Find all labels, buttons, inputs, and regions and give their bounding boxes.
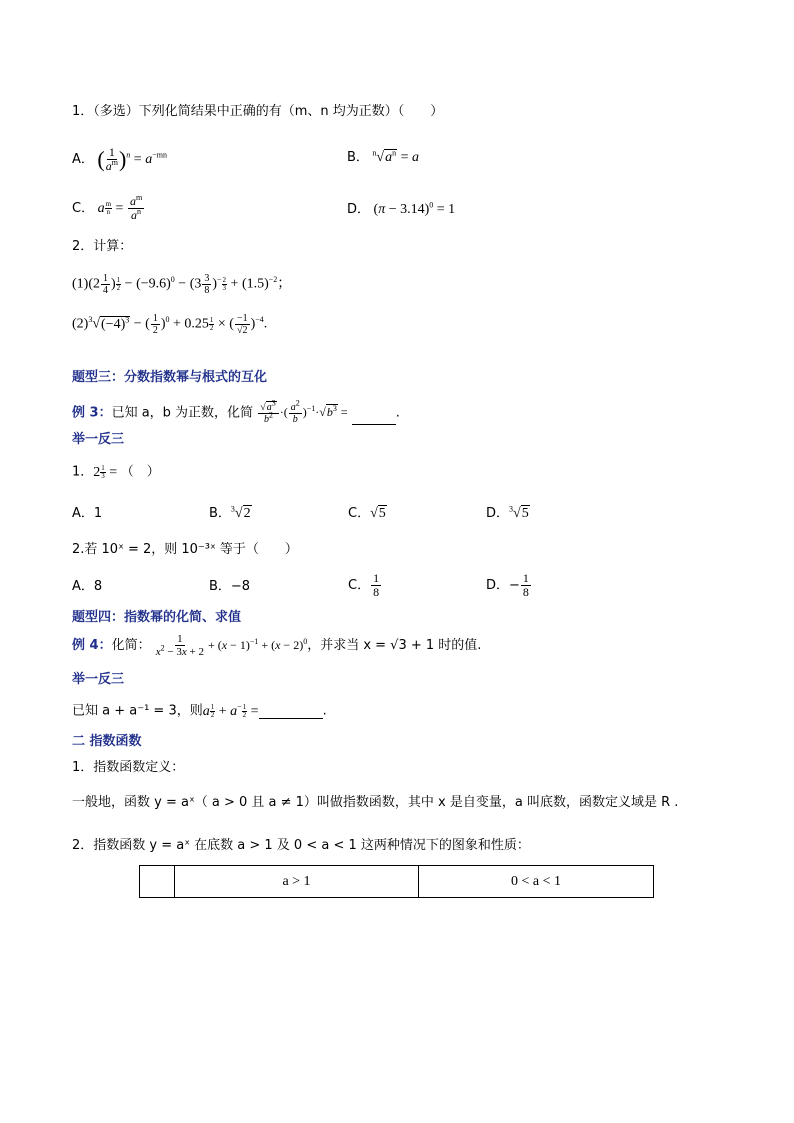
property-item: 2．指数函数 y = aˣ 在底数 a > 1 及 0 < a < 1 这两种情况下的图象和性质： — [72, 838, 530, 853]
q2-part-1: (1)(2 $\frac{1}{4}$ ) $\frac{1}{2}$ − $(-9.6)^0 - (3$ $\frac{3}{8}$ )− $\frac{2}{3}$ + $(1.5)^{-2}$； — [72, 273, 292, 296]
q1-option-b: B． $^n√a^n = a$ — [347, 148, 420, 165]
table-header-a-between-0-1: 0 < a < 1 — [419, 866, 654, 898]
table-header-a-gt-1: a > 1 — [175, 866, 419, 898]
q1-option-c: C． a $\frac{m}{n}$ = $\frac{a^m}{a^n}$ — [72, 193, 143, 223]
sec3-q2-option-c: C． $\frac{1}{8}$ — [348, 571, 380, 600]
sec4-question: 已知 a + a⁻¹ = 3，则a $\frac{1}{2}$ + a− $\frac{1}{2}$ = . — [72, 702, 327, 719]
definition-text: 一般地，函数 y = aˣ（ a > 0 且 a ≠ 1）叫做指数函数，其中 x 是自变量，a 叫底数，函数定义域是 R . — [72, 795, 679, 810]
section-3-title: 题型三：分数指数幂与根式的互化 — [72, 370, 268, 385]
sec3-q2-option-b: B．−8 — [209, 579, 251, 594]
practice-heading-3: 举一反三 — [72, 432, 125, 447]
sec3-question-2: 2.若 10ˣ = 2，则 10⁻³ˣ 等于（ ） — [72, 542, 298, 557]
section-4-title: 题型四：指数幂的化简、求值 — [72, 610, 242, 625]
sec3-question-1: 1．2 $\frac{1}{3}$ = （ ） — [72, 464, 160, 480]
section-2-title: 二 指数函数 — [72, 734, 142, 749]
sec3-q2-option-a: A．8 — [72, 579, 103, 594]
sec3-q2-option-d: D．− $\frac{1}{8}$ — [486, 571, 529, 600]
sec3-q1-option-a: A．1 — [72, 506, 103, 521]
question-1-stem: 1．（多选）下列化简结果中正确的有（m、n 均为正数）（ ） — [72, 104, 444, 119]
sec3-q1-option-b: B．$^3$√2 — [209, 504, 251, 521]
property-table — [139, 865, 654, 898]
q2-part-2: $(2)^3√(-4)^3$ − ( $\frac{1}{2}$ )$^0$ + 0.25 $\frac{1}{2}$ × ( $\frac{-1}{√2}$ )$^{-4}$. — [72, 313, 268, 336]
definition-item: 1．指数函数定义： — [72, 760, 185, 775]
question-2-stem: 2．计算： — [72, 239, 133, 254]
example-3: 例 3：已知 a，b 为正数，化简 $\frac{√a^3}{b^2}$ ·( $\frac{a^2}{b}$ )$^{-1}\cdot√b^3$ = . — [72, 398, 400, 425]
example-4: 例 4：化简： $\frac{1}{x^2 - 3x + 2}$ + $(x - 1)^{-1} + (x - 2)^0$，并求当 x = √3 + 1 时的值. — [72, 633, 482, 659]
table-header-row — [140, 866, 654, 898]
table-header-empty — [140, 866, 175, 898]
sec3-q1-option-d: D．$^3$√5 — [486, 504, 529, 521]
q1-option-a: A． ( $\frac{1}{a^m}$ )$^n = a^{-mn}$ — [72, 145, 167, 174]
q1-option-d: D． $(\pi - 3.14)^0 = 1$ — [347, 200, 456, 217]
practice-heading-4: 举一反三 — [72, 672, 125, 687]
sec3-q1-option-c: C．√5 — [348, 506, 386, 521]
